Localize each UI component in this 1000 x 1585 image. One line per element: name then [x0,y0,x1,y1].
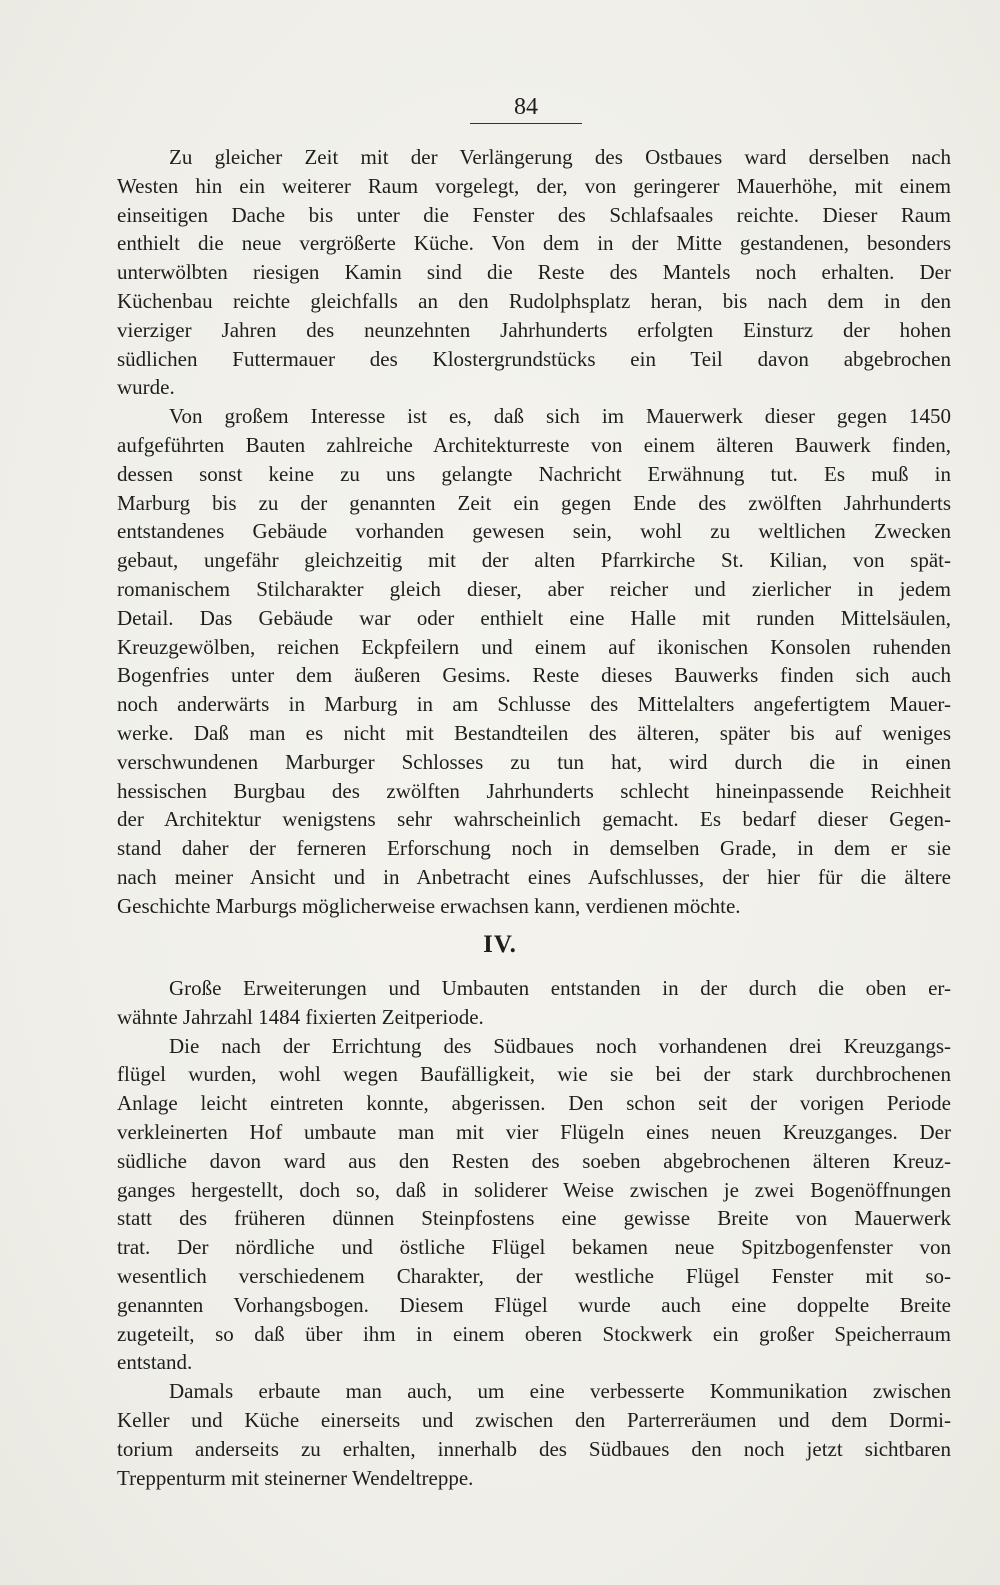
text-line: Geschichte Marburgs möglicherweise erwachsen kann, verdienen möchte. [117,893,741,918]
text-line: wurde. [117,375,175,400]
text-line: Anlage leicht eintreten konnte, abgerissen. Den schon seit der vorigen Periode [117,1091,951,1116]
text-line: zugeteilt, so daß über ihm in einem oberen Stockwerk ein großer Speicherraum [117,1321,951,1346]
page-number-rule [470,123,582,124]
text-line: Damals erbaute man auch, um eine verbesserte Kommunikation zwischen [169,1379,951,1404]
text-line: gebaut, ungefähr gleichzeitig mit der alten Pfarrkirche St. Kilian, von spät- [117,548,951,573]
text-line: Zu gleicher Zeit mit der Verlängerung des Ostbaues ward derselben nach [169,145,951,169]
text-line: hessischen Burgbau des zwölften Jahrhunderts schlecht hineinpassende Reichheit [117,778,951,803]
text-line: verkleinerten Hof umbaute man mit vier Flügeln eines neuen Kreuzganges. Der [117,1119,951,1144]
text-line: entstand. [117,1350,193,1375]
text-line: südliche davon ward aus den Resten des soeben abgebrochenen älteren Kreuz- [117,1148,951,1173]
text-line: einseitigen Dache bis unter die Fenster des Schlafsaales reichte. Dieser Raum [117,202,951,227]
text-line: Küchenbau reichte gleichfalls an den Rudolphsplatz heran, bis nach dem in den [117,288,951,313]
text-line: Große Erweiterungen und Umbauten entstanden in der durch die oben er- [169,976,951,1000]
text-line: romanischem Stilcharakter gleich dieser, aber reicher und zierlicher in jedem [117,576,951,601]
text-line: südlichen Futtermauer des Klostergrundstücks ein Teil davon abgebrochen [117,346,951,371]
text-line: ganges hergestellt, doch so, daß in soliderer Weise zwischen je zwei Bogenöffnungen [117,1177,951,1202]
text-line: trat. Der nördliche und östliche Flügel bekamen neue Spitzbogenfenster von [117,1235,951,1260]
text-line: Detail. Das Gebäude war oder enthielt eine Halle mit runden Mittelsäulen, [117,605,951,630]
text-line: entstandenes Gebäude vorhanden gewesen sein, wohl zu weltlichen Zwecken [117,519,951,544]
text-line: Die nach der Errichtung des Südbaues noch vorhandenen drei Kreuzgangs- [169,1033,951,1058]
text-line: stand daher der ferneren Erforschung noch in demselben Grade, in dem er sie [117,836,951,861]
text-line: dessen sonst keine zu uns gelangte Nachricht Erwähnung tut. Es muß in [117,461,951,486]
text-line: verschwundenen Marburger Schlosses zu tun hat, wird durch die in einen [117,749,951,774]
text-line: Bogenfries unter dem äußeren Gesims. Reste dieses Bauwerks finden sich auch [117,663,951,688]
page-number: 84 [514,94,538,120]
text-line: aufgeführten Bauten zahlreiche Architekturreste von einem älteren Bauwerk finden, [117,432,951,457]
text-line: der Architektur wenigstens sehr wahrscheinlich gemacht. Es bedarf dieser Gegen- [117,807,951,832]
text-line: enthielt die neue vergrößerte Küche. Von dem in der Mitte gestandenen, besonders [117,231,951,256]
paragraph [117,1032,951,1378]
text-block-bottom [117,974,951,1492]
text-line: flügel wurden, wohl wegen Baufälligkeit, wie sie bei der stark durchbrochenen [117,1062,951,1087]
text-line: Treppenturm mit steinerner Wendeltreppe. [117,1465,474,1490]
paragraph [117,402,951,920]
text-line: Keller und Küche einerseits und zwischen den Parterreräumen und dem Dormi- [117,1407,951,1432]
text-line: Westen hin ein weiterer Raum vorgelegt, der, von geringerer Mauerhöhe, mit einem [117,173,951,198]
section-heading: IV. [483,931,517,958]
paragraph [117,143,951,402]
text-line: nach meiner Ansicht und in Anbetracht eines Aufschlusses, der hier für die ältere [117,864,951,889]
text-line: Marburg bis zu der genannten Zeit ein gegen Ende des zwölften Jahrhunderts [117,490,951,515]
paragraph [117,1377,951,1492]
text-line: vierziger Jahren des neunzehnten Jahrhunderts erfolgten Einsturz der hohen [117,317,951,342]
text-line: statt des früheren dünnen Steinpfostens eine gewisse Breite von Mauerwerk [117,1206,951,1231]
text-line: wähnte Jahrzahl 1484 fixierten Zeitperiode. [117,1004,484,1029]
text-line: torium anderseits zu erhalten, innerhalb des Südbaues den noch jetzt sichtbaren [117,1436,951,1461]
text-line: genannten Vorhangsbogen. Diesem Flügel wurde auch eine doppelte Breite [117,1292,951,1317]
text-line: werke. Daß man es nicht mit Bestandteilen des älteren, später bis auf weniges [117,720,951,745]
text-line: wesentlich verschiedenem Charakter, der westliche Flügel Fenster mit so- [117,1263,951,1288]
text-line: noch anderwärts in Marburg in am Schlusse des Mittelalters angefertigtem Mauer- [117,692,951,717]
text-block-top [117,143,951,921]
paragraph [117,974,951,1032]
text-line: unterwölbten riesigen Kamin sind die Reste des Mantels noch erhalten. Der [117,260,951,285]
text-line: Kreuzgewölben, reichen Eckpfeilern und einem auf ikonischen Konsolen ruhenden [117,634,951,659]
text-line: Von großem Interesse ist es, daß sich im Mauerwerk dieser gegen 1450 [169,404,951,429]
